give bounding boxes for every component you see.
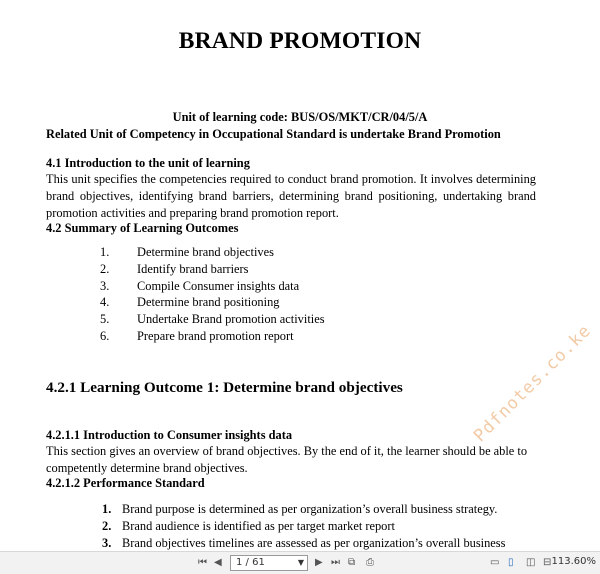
zoom-out-icon[interactable]: ⊟ xyxy=(543,557,552,568)
section-4-1-heading: 4.1 Introduction to the unit of learning xyxy=(46,156,250,170)
print-icon[interactable]: ⎙ xyxy=(366,557,374,568)
previous-page-icon[interactable]: ◀ xyxy=(214,557,222,568)
page-selector[interactable] xyxy=(230,555,308,571)
copy-icon[interactable]: ⧉ xyxy=(348,557,356,568)
section-4-2-heading: 4.2 Summary of Learning Outcomes xyxy=(46,221,239,235)
section-4-2-1-1-body: This section gives an overview of brand objectives. By the end of it, the learner should be able to competently determine brand objectives. xyxy=(46,444,528,475)
section-4-2-1-heading: 4.2.1 Learning Outcome 1: Determine brand objectives xyxy=(46,379,403,396)
watermark: Pdfnotes.co.ke xyxy=(470,320,596,447)
related-unit: Related Unit of Competency in Occupational Standard is undertake Brand Promotion xyxy=(46,127,501,141)
pdf-viewer-toolbar xyxy=(0,551,600,574)
single-page-icon[interactable]: ▯ xyxy=(508,557,514,568)
next-page-icon[interactable]: ▶ xyxy=(315,557,323,568)
zoom-level[interactable]: 113.60% xyxy=(551,556,596,567)
document-title: BRAND PROMOTION xyxy=(178,28,422,54)
section-4-2-1-1-heading: 4.2.1.1 Introduction to Consumer insights data xyxy=(46,428,293,442)
section-4-2-1-2-heading: 4.2.1.2 Performance Standard xyxy=(46,476,205,490)
first-page-icon[interactable]: ⏮ xyxy=(198,557,207,568)
chevron-down-icon: ▼ xyxy=(297,558,304,567)
section-4-1-body: This unit specifies the competencies required to conduct brand promotion. It involves determining brand objectives, identifying brand barriers, determining brand positioning, undertaking brand promotion activities and preparing brand promotion report. xyxy=(46,172,536,220)
unit-code: Unit of learning code: BUS/OS/MKT/CR/04/5/A xyxy=(172,110,428,124)
two-page-icon[interactable]: ◫ xyxy=(526,557,536,568)
fit-width-icon[interactable]: ▭ xyxy=(490,557,500,568)
document-page: BRAND PROMOTION Unit of learning code: BUS/OS/MKT/CR/04/5/A Related Unit of Competency in Occupational Standard is undertake Brand Promotion 4.1 Introduction to the unit of learning This unit specifies the competencies required to conduct brand promotion. It involves determining brand objectives, identifying brand barriers, determining brand positioning, undertaking brand promotion activities and preparing brand promotion report. 4.2 Summary of Learning Outcomes 1. Determine brand objectives 2. Identify brand barriers 3. Compile Consumer insights data 4. Determine brand positioning 5. Undertake Brand promotion activities 6. Prepare brand promotion report 4.2.1 Learning Outcome 1: Determine brand objectives 4.2.1.1 Introduction to Consumer insights data This section gives an overview of brand objectives. By the end of it, the learner should be able to competently determine brand objectives. 4.2.1.2 Performance Standard 1. Brand purpose is determined as per organization’s overall business strategy. 2. Brand audience is identified as per target market report 3. Brand objectives timelines are assessed as per organization’s overall business Pdfnotes.co.ke xyxy=(0,0,600,550)
last-page-icon[interactable]: ⏭ xyxy=(331,557,340,568)
page-number: 1 / 61 xyxy=(236,557,265,568)
